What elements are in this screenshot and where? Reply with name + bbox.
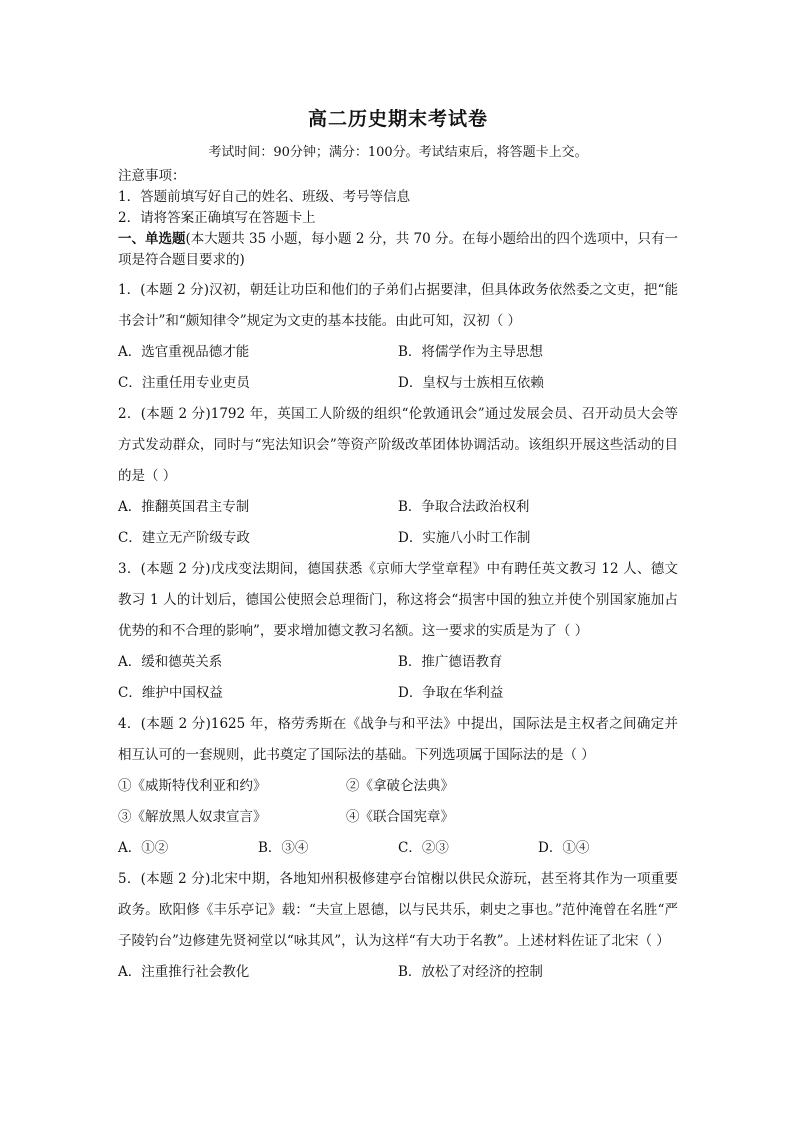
option-b[interactable]: B．争取合法政治权利	[398, 499, 530, 515]
options-row	[118, 957, 678, 988]
option-a[interactable]: A．缓和德英关系	[118, 654, 223, 670]
option-a[interactable]: A．推翻英国君主专制	[118, 499, 250, 515]
question-stem: 2．(本题 2 分)1792 年，英国工人阶级的组织“伦敦通讯会”通过发展会员、召开动员大会等方式发动群众，同时与“宪法知识会”等资产阶级改革团体协调活动。该组织开展这些活动的目的是（ ）	[118, 406, 678, 484]
option-c[interactable]: C．注重任用专业吏员	[118, 375, 250, 391]
question-stem: 4．(本题 2 分)1625 年，格劳秀斯在《战争与和平法》中提出，国际法是主权者之间确定并相互认可的一套规则，此书奠定了国际法的基础。下列选项属于国际法的是（ ）	[118, 716, 678, 763]
subitem: ①《威斯特伐利亚和约》	[118, 778, 267, 794]
options-row	[118, 833, 678, 864]
notice-heading: 注意事项：	[118, 168, 186, 184]
subitems-row	[118, 802, 678, 833]
exam-content	[118, 100, 678, 988]
options-row	[118, 337, 678, 368]
option-b[interactable]: B．放松了对经济的控制	[398, 964, 543, 980]
option-c[interactable]: C．维护中国权益	[118, 685, 223, 701]
notice-item: 1．答题前填写好自己的姓名、班级、考号等信息	[118, 189, 411, 205]
exam-info: 考试时间：90分钟；满分：100分。考试结束后，将答题卡上交。	[208, 145, 588, 160]
option-a[interactable]: A．选官重视品德才能	[118, 344, 250, 360]
subitem: ③《解放黑人奴隶宣言》	[118, 809, 267, 825]
section-title: 一、单选题	[118, 231, 186, 247]
option-c[interactable]: C．建立无产阶级专政	[118, 530, 250, 546]
subitems-row	[118, 771, 678, 802]
options-row	[118, 368, 678, 399]
page-title: 高二历史期末考试卷	[307, 108, 488, 130]
options-row	[118, 678, 678, 709]
option-d[interactable]: D．①④	[538, 840, 590, 856]
option-d[interactable]: D．皇权与士族相互依赖	[398, 375, 544, 391]
notice-item: 2．请将答案正确填写在答题卡上	[118, 210, 316, 226]
option-c[interactable]: C．②③	[398, 840, 449, 856]
option-b[interactable]: B．③④	[258, 840, 309, 856]
option-a[interactable]: A．注重推行社会教化	[118, 964, 250, 980]
option-b[interactable]: B．将儒学作为主导思想	[398, 344, 543, 360]
section-heading	[118, 229, 678, 271]
question-stem: 3．(本题 2 分)戊戌变法期间，德国获悉《京师大学堂章程》中有聘任英文教习 12 人、德文教习 1 人的计划后，德国公使照会总理衙门，称这将会“损害中国的独立并使个别国家施加占优势的和不合理的影响”，要求增加德文教习名额。这一要求的实质是为了（ ）	[118, 561, 678, 639]
option-d[interactable]: D．实施八小时工作制	[398, 530, 531, 546]
options-row	[118, 647, 678, 678]
option-d[interactable]: D．争取在华利益	[398, 685, 504, 701]
option-b[interactable]: B．推广德语教育	[398, 654, 503, 670]
question-stem: 1．(本题 2 分)汉初，朝廷让功臣和他们的子弟们占据要津，但具体政务依然委之文吏，把“能书会计”和“颇知律令”规定为文吏的基本技能。由此可知，汉初（ ）	[118, 282, 678, 329]
subitem: ②《拿破仑法典》	[346, 778, 454, 794]
section-description: (本大题共 35 小题，每小题 2 分，共 70 分。在每小题给出的四个选项中，只有一项是符合题目要求的)	[118, 231, 678, 268]
subitem: ④《联合国宪章》	[346, 809, 454, 825]
options-row	[118, 523, 678, 554]
option-a[interactable]: A．①②	[118, 840, 169, 856]
question-stem: 5．(本题 2 分)北宋中期，各地知州积极修建亭台馆榭以供民众游玩，甚至将其作为一项重要政务。欧阳修《丰乐亭记》载：“夫宣上恩德，以与民共乐，刺史之事也。”范仲淹曾在名胜“严子陵钓台”边修建先贤祠堂以“咏其风”，认为这样“有大功于名教”。上述材料佐证了北宋（ ）	[118, 871, 678, 949]
options-row	[118, 492, 678, 523]
